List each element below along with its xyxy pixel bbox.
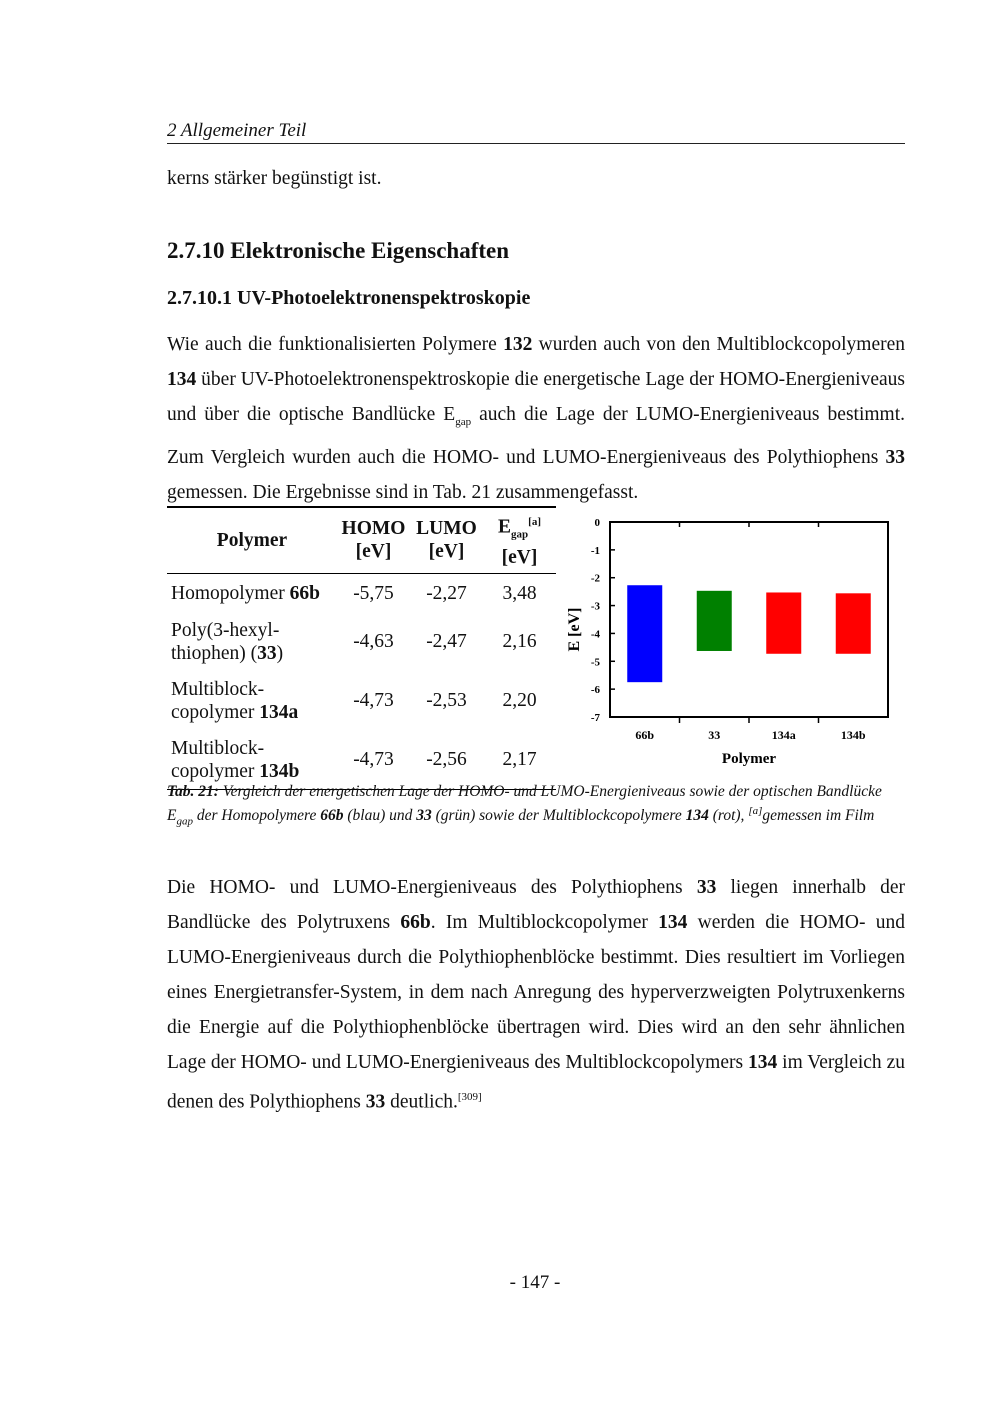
table-row: [167, 574, 556, 613]
cell-egap: 2,20: [502, 690, 537, 712]
running-head: 2 Allgemeiner Teil: [167, 120, 905, 144]
table-header-row: [167, 507, 556, 574]
table-row: [167, 730, 556, 790]
paragraph-1: Wie auch die funktionalisierten Polymere 132 wurden auch von den Multiblockcopolymeren 134 über UV-Photoelektronenspektroskopie die energetische Lage der HOMO-Energieniveaus und über die optische Bandlücke $E_{gap}$ auch die Lage der LUMO-Energieniveaus bestimmt. Zum Vergleich wurden auch die HOMO- und LUMO-Energieniveaus des Polythiophens 33 gemessen. Die Ergebnisse sind in Tab. 21 zusammengefasst.: [167, 334, 905, 503]
header-homo: HOMO [eV]: [341, 518, 406, 563]
y-tick-label: -1: [590, 544, 600, 557]
cell-polymer: Homopolymer 66b: [171, 582, 320, 604]
table-caption: Tab. 21: Vergleich der energetischen Lage der HOMO- und LUMO-Energieniveaus sowie der optischen Bandlücke $E_{gap}$ der Homopolymere 66b (blau) und 33 (grün) sowie der Multiblockcopolymere 134 (rot), [a]gemessen im Film: [167, 783, 882, 827]
lead-text: kerns stärker begünstigt ist.: [167, 168, 382, 189]
subsection-title: 2.7.10.1 UV-Photoelektronenspektroskopie: [167, 287, 531, 309]
x-tick-label: 33: [708, 728, 721, 742]
header-lumo: LUMO [eV]: [416, 518, 477, 563]
cell-polymer: Poly(3-hexyl- thiophen) (33): [171, 619, 284, 664]
cell-polymer: Multiblock- copolymer 134b: [171, 737, 300, 782]
y-tick-label: -4: [590, 628, 600, 641]
energy-level-chart: [560, 505, 900, 775]
section-title: 2.7.10 Elektronische Eigenschaften: [167, 238, 510, 263]
table-row: [167, 612, 556, 671]
x-tick-label: 134a: [771, 728, 796, 742]
paragraph-2: Die HOMO- und LUMO-Energieniveaus des Polythiophens 33 liegen innerhalb der Bandlücke des Polytruxens 66b. Im Multiblockcopolymer 134 werden die HOMO- und LUMO-Energieniveaus durch die Polythiophenblöcke bestimmt. Dies resultiert im Vorliegen eines Energietransfer-System, in dem nach Anregung des hyperverzweigten Polytruxenkerns die Energie auf die Polythiophenblöcke übertragen wird. Dies wird an den sehr ähnlichen Lage der HOMO- und LUMO-Energieniveaus des Multiblockcopolymers 134 im Vergleich zu denen des Polythiophens 33 deutlich.[309]: [167, 877, 906, 1113]
y-tick-label: -3: [590, 600, 600, 613]
y-tick-label: -5: [590, 656, 600, 669]
y-tick-label: -6: [590, 684, 600, 697]
y-tick-label: 0: [594, 517, 600, 529]
cell-egap: 2,16: [502, 631, 537, 653]
y-tick-label: -7: [590, 712, 600, 724]
cell-lumo: -2,56: [426, 749, 467, 771]
cell-polymer: Multiblock- copolymer 134a: [171, 678, 299, 723]
bar-66b: [627, 585, 662, 682]
y-tick-label: -2: [590, 572, 600, 585]
bar-33: [697, 591, 732, 651]
cell-lumo: -2,47: [426, 631, 467, 653]
table-row: [167, 671, 556, 730]
cell-homo: -4,73: [353, 749, 394, 771]
header-egap: $E_{gap}[a]$ [eV]: [498, 516, 541, 569]
cell-egap: 3,48: [502, 582, 537, 604]
page-number: - 147 -: [509, 1272, 561, 1293]
cell-homo: -5,75: [353, 582, 394, 604]
cell-egap: 2,17: [502, 749, 537, 771]
cell-lumo: -2,53: [426, 690, 467, 712]
x-axis-label: Polymer: [721, 751, 777, 767]
x-tick-label: 134b: [840, 728, 866, 742]
cell-homo: -4,63: [353, 631, 394, 653]
energy-table: [167, 506, 556, 790]
y-axis-label: E [eV]: [566, 607, 583, 652]
cell-lumo: -2,27: [426, 582, 467, 604]
cell-homo: -4,73: [353, 690, 394, 712]
bar-134a: [766, 592, 801, 653]
x-tick-label: 66b: [635, 728, 655, 742]
bar-134b: [836, 593, 871, 653]
header-polymer: Polymer: [216, 529, 288, 551]
